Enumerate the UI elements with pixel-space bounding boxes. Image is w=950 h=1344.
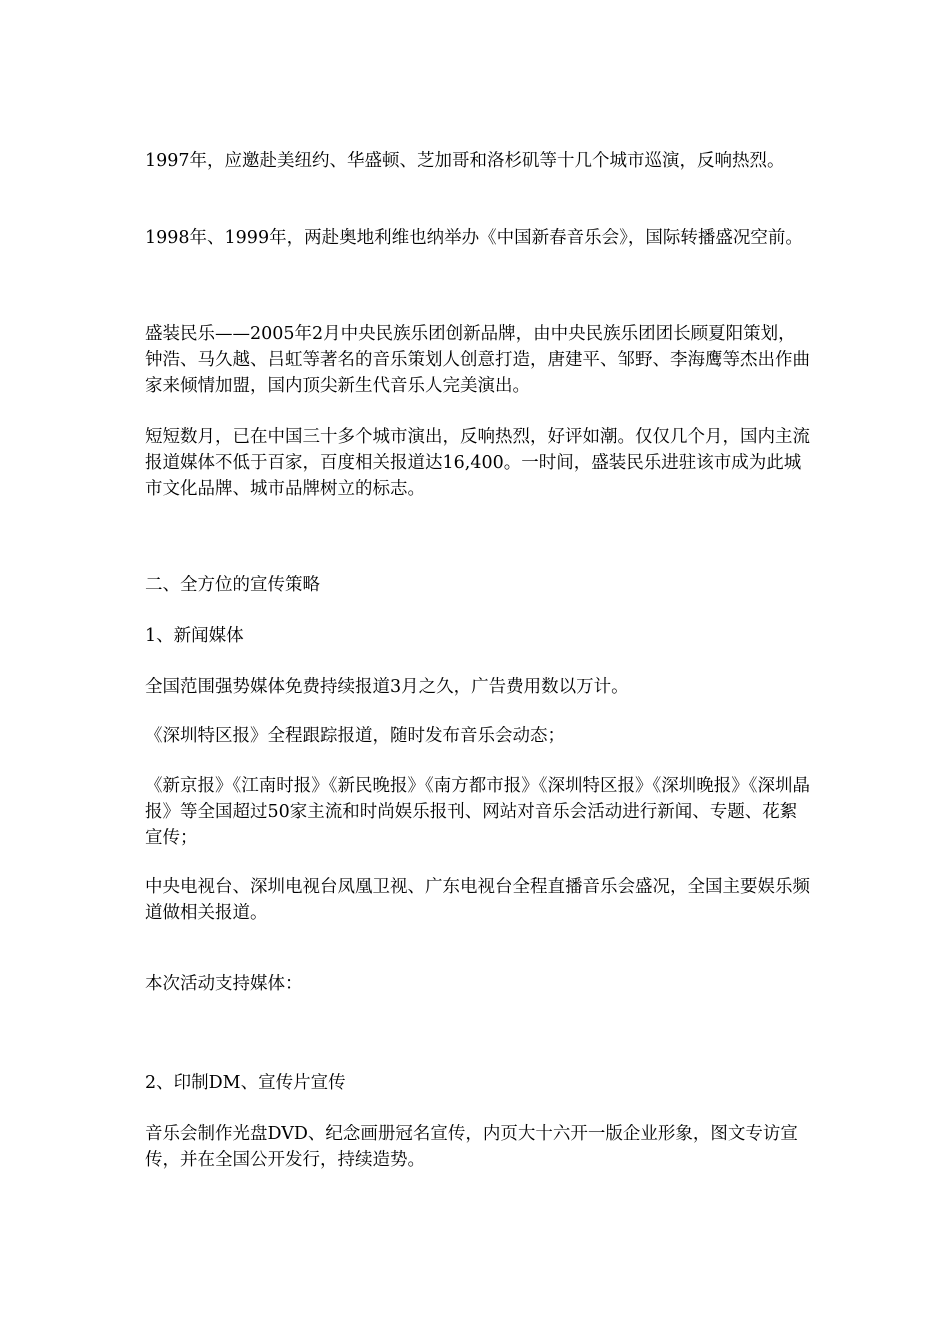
paragraph-support-media: 本次活动支持媒体： — [145, 974, 303, 994]
paragraph-dvd-promo: 音乐会制作光盘DVD、纪念画册冠名宣传，内页大十六开一版企业形象，图文专访宣传，并在全国公开发行，持续造势。 — [145, 1124, 798, 1170]
paragraph-brand-intro: 盛装民乐——2005年2月中央民族乐团创新品牌，由中央民族乐团团长顾夏阳策划，钟浩、马久越、吕虹等著名的音乐策划人创意打造，唐建平、邹野、李海鹰等杰出作曲家来倾情加盟，国内顶尖新生代音乐人完美演出。 — [145, 324, 810, 396]
section-heading-strategy: 二、全方位的宣传策略 — [145, 575, 320, 595]
paragraph-newspapers-list: 《新京报》《江南时报》《新民晚报》《南方都市报》《深圳特区报》《深圳晚报》《深圳晶报》等全国超过50家主流和时尚娱乐报刊、网站对音乐会活动进行新闻、专题、花絮宣传； — [145, 776, 810, 848]
paragraph-shenzhen-daily: 《深圳特区报》全程跟踪报道，随时发布音乐会动态； — [145, 726, 565, 746]
paragraph-tv-broadcast: 中央电视台、深圳电视台凤凰卫视、广东电视台全程直播音乐会盛况，全国主要娱乐频道做相关报道。 — [145, 877, 810, 923]
paragraph-national-coverage: 全国范围强势媒体免费持续报道3月之久，广告费用数以万计。 — [145, 677, 629, 697]
paragraph-1997-tour: 1997年，应邀赴美纽约、华盛顿、芝加哥和洛杉矶等十几个城市巡演，反响热烈。 — [145, 151, 785, 171]
subheading-dm-promo: 2、印制DM、宣传片宣传 — [145, 1073, 346, 1093]
paragraph-performance-results: 短短数月，已在中国三十多个城市演出，反响热烈，好评如潮。仅仅几个月，国内主流报道媒体不低于百家，百度相关报道达16,400。一时间，盛装民乐进驻该市成为此城市文化品牌、城市品牌树立的标志。 — [145, 427, 810, 499]
paragraph-1998-vienna: 1998年、1999年，两赴奥地利维也纳举办《中国新春音乐会》，国际转播盛况空前。 — [145, 228, 803, 248]
subheading-news-media: 1、新闻媒体 — [145, 626, 244, 646]
